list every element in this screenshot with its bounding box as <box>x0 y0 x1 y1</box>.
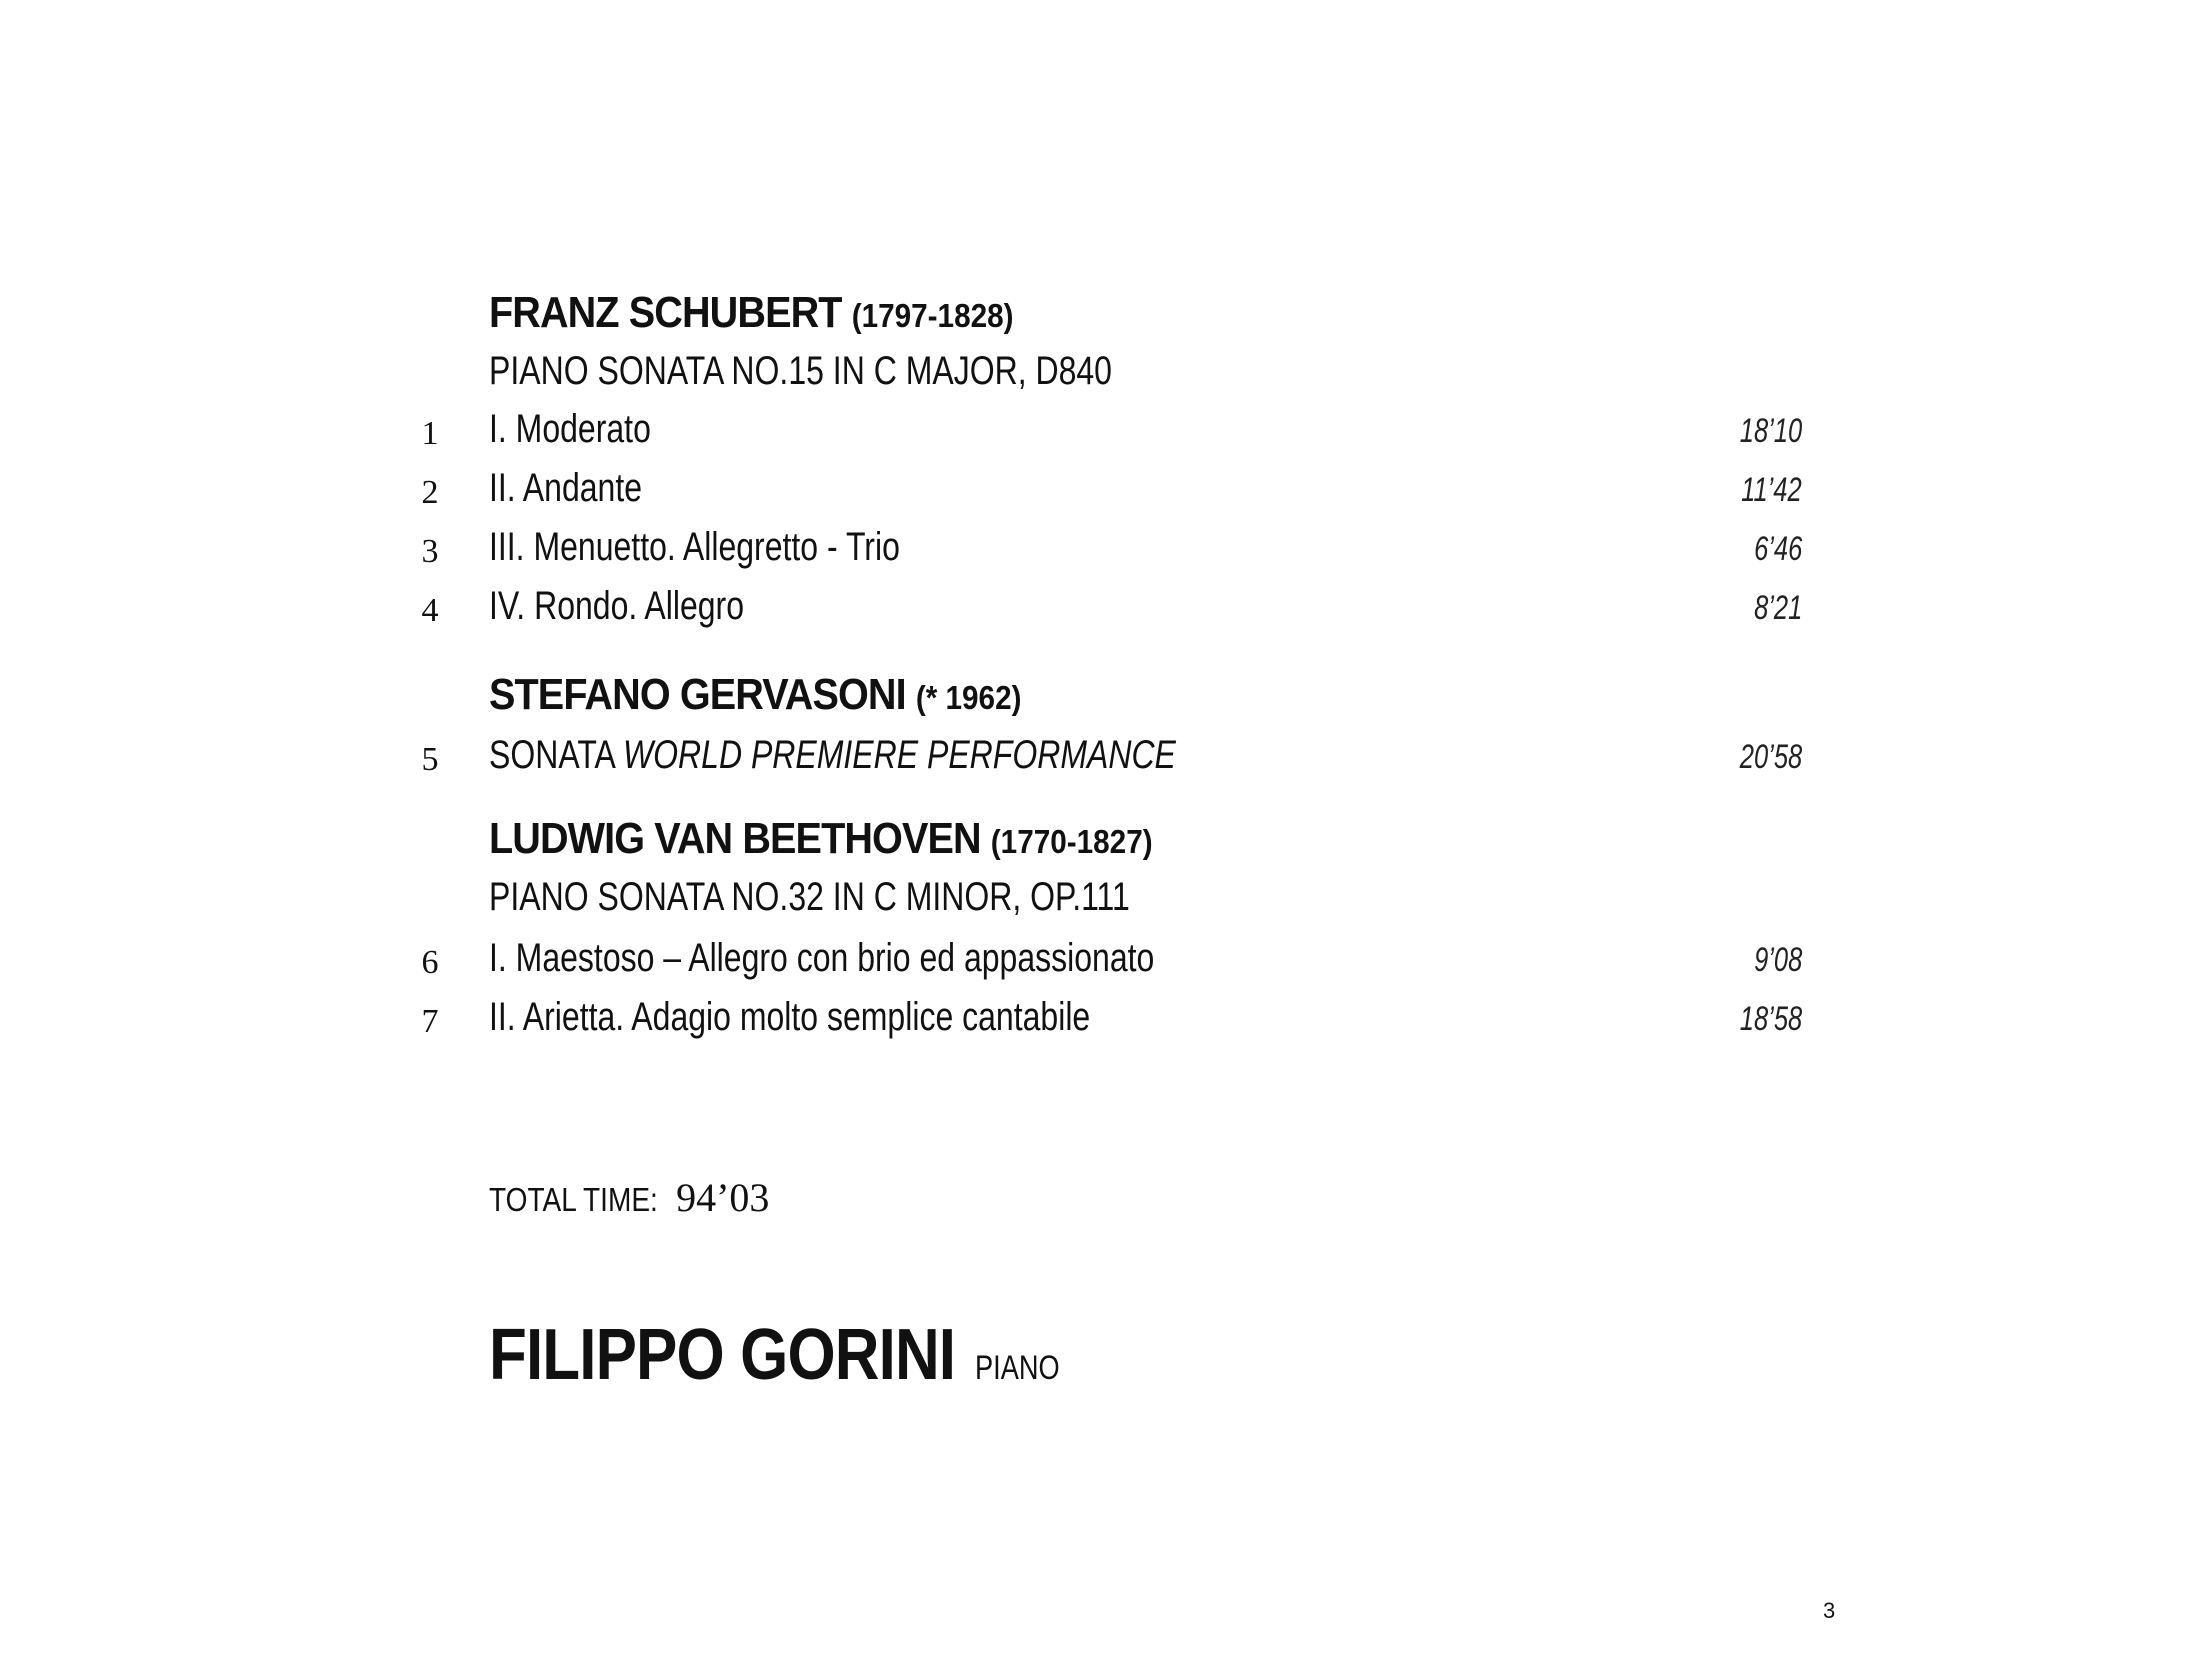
total-time <box>489 1173 769 1232</box>
performer-name: FILIPPO GORINI <box>489 1315 956 1395</box>
composer-heading <box>489 285 1014 344</box>
total-time-label: TOTAL TIME: <box>489 1181 658 1218</box>
track-number: 5 <box>421 741 439 778</box>
page-number: 3 <box>1823 1598 1836 1623</box>
track-number: 1 <box>421 415 439 452</box>
track-number: 6 <box>421 944 439 981</box>
track-title: II. Arietta. Adagio molto semplice cantabile <box>489 995 1091 1039</box>
composer-heading <box>489 811 1153 870</box>
composer-dates: (1770-1827) <box>990 823 1153 860</box>
track-number: 7 <box>421 1003 439 1040</box>
composer-name: STEFANO GERVASONI <box>489 670 906 719</box>
track-duration: 6’46 <box>1753 530 1802 568</box>
track-title <box>489 729 1176 781</box>
track-title-text: SONATA <box>489 733 615 777</box>
composer-heading <box>489 667 1021 726</box>
track-title: IV. Rondo. Allegro <box>489 584 744 628</box>
performer <box>489 1310 1081 1420</box>
track-title: II. Andante <box>489 466 643 510</box>
composer-dates: (* 1962) <box>915 679 1022 716</box>
performer-instrument: PIANO <box>975 1349 1061 1387</box>
track-number: 2 <box>421 474 439 511</box>
composer-dates: (1797-1828) <box>851 297 1014 334</box>
composer-name: FRANZ SCHUBERT <box>489 288 842 337</box>
track-duration: 8’21 <box>1753 589 1802 627</box>
track-number: 4 <box>421 592 439 629</box>
track-title-note: WORLD PREMIERE PERFORMANCE <box>622 733 1176 777</box>
track-title: III. Menuetto. Allegretto - Trio <box>489 525 900 569</box>
composer-name: LUDWIG VAN BEETHOVEN <box>489 814 981 863</box>
track-duration: 20’58 <box>1739 738 1802 776</box>
track-duration: 11’42 <box>1741 471 1802 509</box>
track-title: I. Maestoso – Allegro con brio ed appassionato <box>489 936 1155 980</box>
track-title: I. Moderato <box>489 407 651 451</box>
total-time-value: 94’03 <box>676 1175 770 1220</box>
track-duration: 18’58 <box>1739 1000 1802 1038</box>
track-duration: 9’08 <box>1753 941 1802 979</box>
work-title: PIANO SONATA NO.15 IN C MAJOR, D840 <box>489 349 1112 393</box>
track-number: 3 <box>421 533 439 570</box>
track-duration: 18’10 <box>1739 412 1802 450</box>
work-title: PIANO SONATA NO.32 IN C MINOR, OP.111 <box>489 875 1130 919</box>
